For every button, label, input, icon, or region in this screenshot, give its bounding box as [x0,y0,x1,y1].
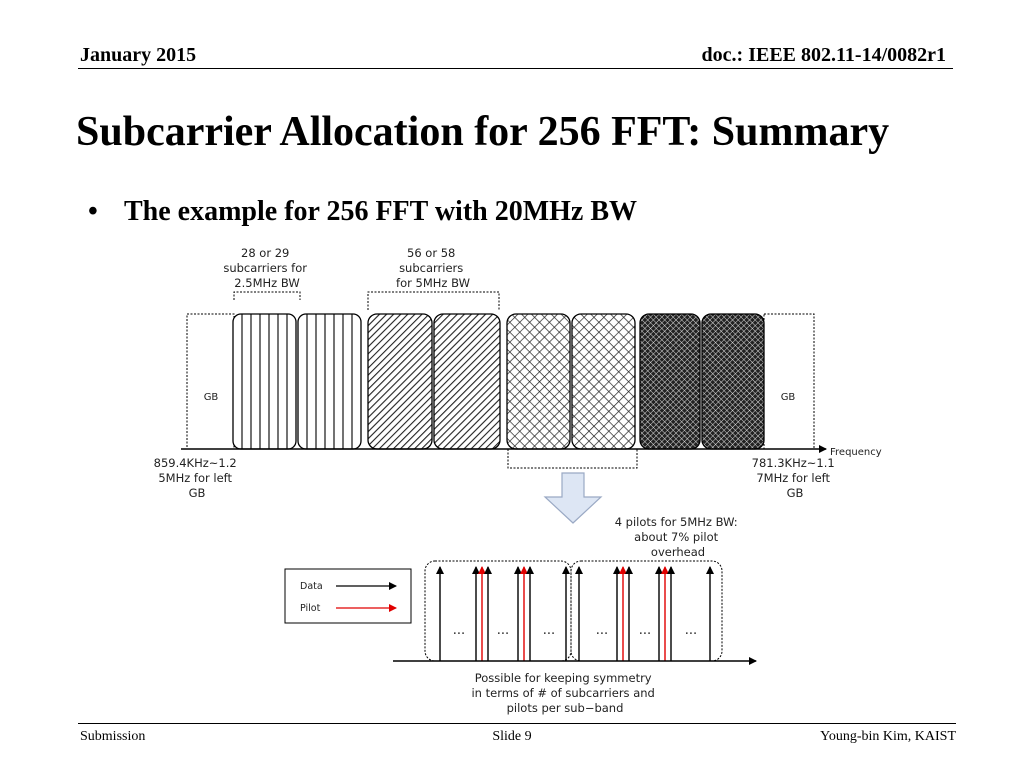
frequency-label: Frequency [830,447,882,458]
ellipsis-marks [453,623,697,638]
zoom-bracket [508,449,637,468]
symmetry-note: Possible for keeping symmetry in terms of # of subcarriers and pilots per sub−band [471,671,655,715]
slide-title: Subcarrier Allocation for 256 FFT: Summary [76,109,890,155]
pilot-note: 4 pilots for 5MHz BW: about 7% pilot overhead [614,515,738,559]
svg-text:...: ... [496,623,510,638]
header-date: January 2015 [80,44,197,66]
bullet-symbol: • [88,196,98,227]
subcarrier-arrows [440,567,710,661]
footer-author: Young-bin Kim, KAIST [820,729,956,744]
footer-submission: Submission [80,729,146,744]
svg-text:...: ... [595,623,609,638]
footer-rule [78,723,956,724]
guard-band-right [764,314,814,449]
subcarrier-panel-right [571,561,722,661]
bracket-2-5mhz [234,292,300,300]
zoom-down-arrow [545,473,601,523]
label-2-5mhz: 28 or 29 subcarriers for 2.5MHz BW [223,246,308,290]
label-5mhz: 56 or 58 subcarriers for 5MHz BW [396,246,470,290]
guard-band-right-label: GB [780,392,796,403]
subband-blocks-dense [640,314,764,449]
bracket-5mhz [368,292,499,310]
subband-blocks-crosshatch [507,314,635,449]
left-gb-note: 859.4KHz~1.2 5MHz for left GB [153,456,237,500]
svg-text:...: ... [684,623,698,638]
guard-band-left-label: GB [203,392,219,403]
footer-slide-number: Slide 9 [492,729,532,744]
svg-text:...: ... [452,623,466,638]
guard-band-left [187,314,234,449]
subcarrier-panel-left [425,561,571,661]
svg-text:...: ... [542,623,556,638]
legend-data-label: Data [300,581,323,592]
legend [285,569,411,623]
legend-pilot-label: Pilot [300,603,321,614]
subband-blocks-diagonal [368,314,500,449]
subband-blocks-vertical [233,314,361,449]
svg-text:...: ... [638,623,652,638]
header-doc-id: doc.: IEEE 802.11-14/0082r1 [701,44,946,66]
bullet-text: The example for 256 FFT with 20MHz BW [124,196,638,227]
right-gb-note: 781.3KHz~1.1 7MHz for left GB [751,456,835,500]
